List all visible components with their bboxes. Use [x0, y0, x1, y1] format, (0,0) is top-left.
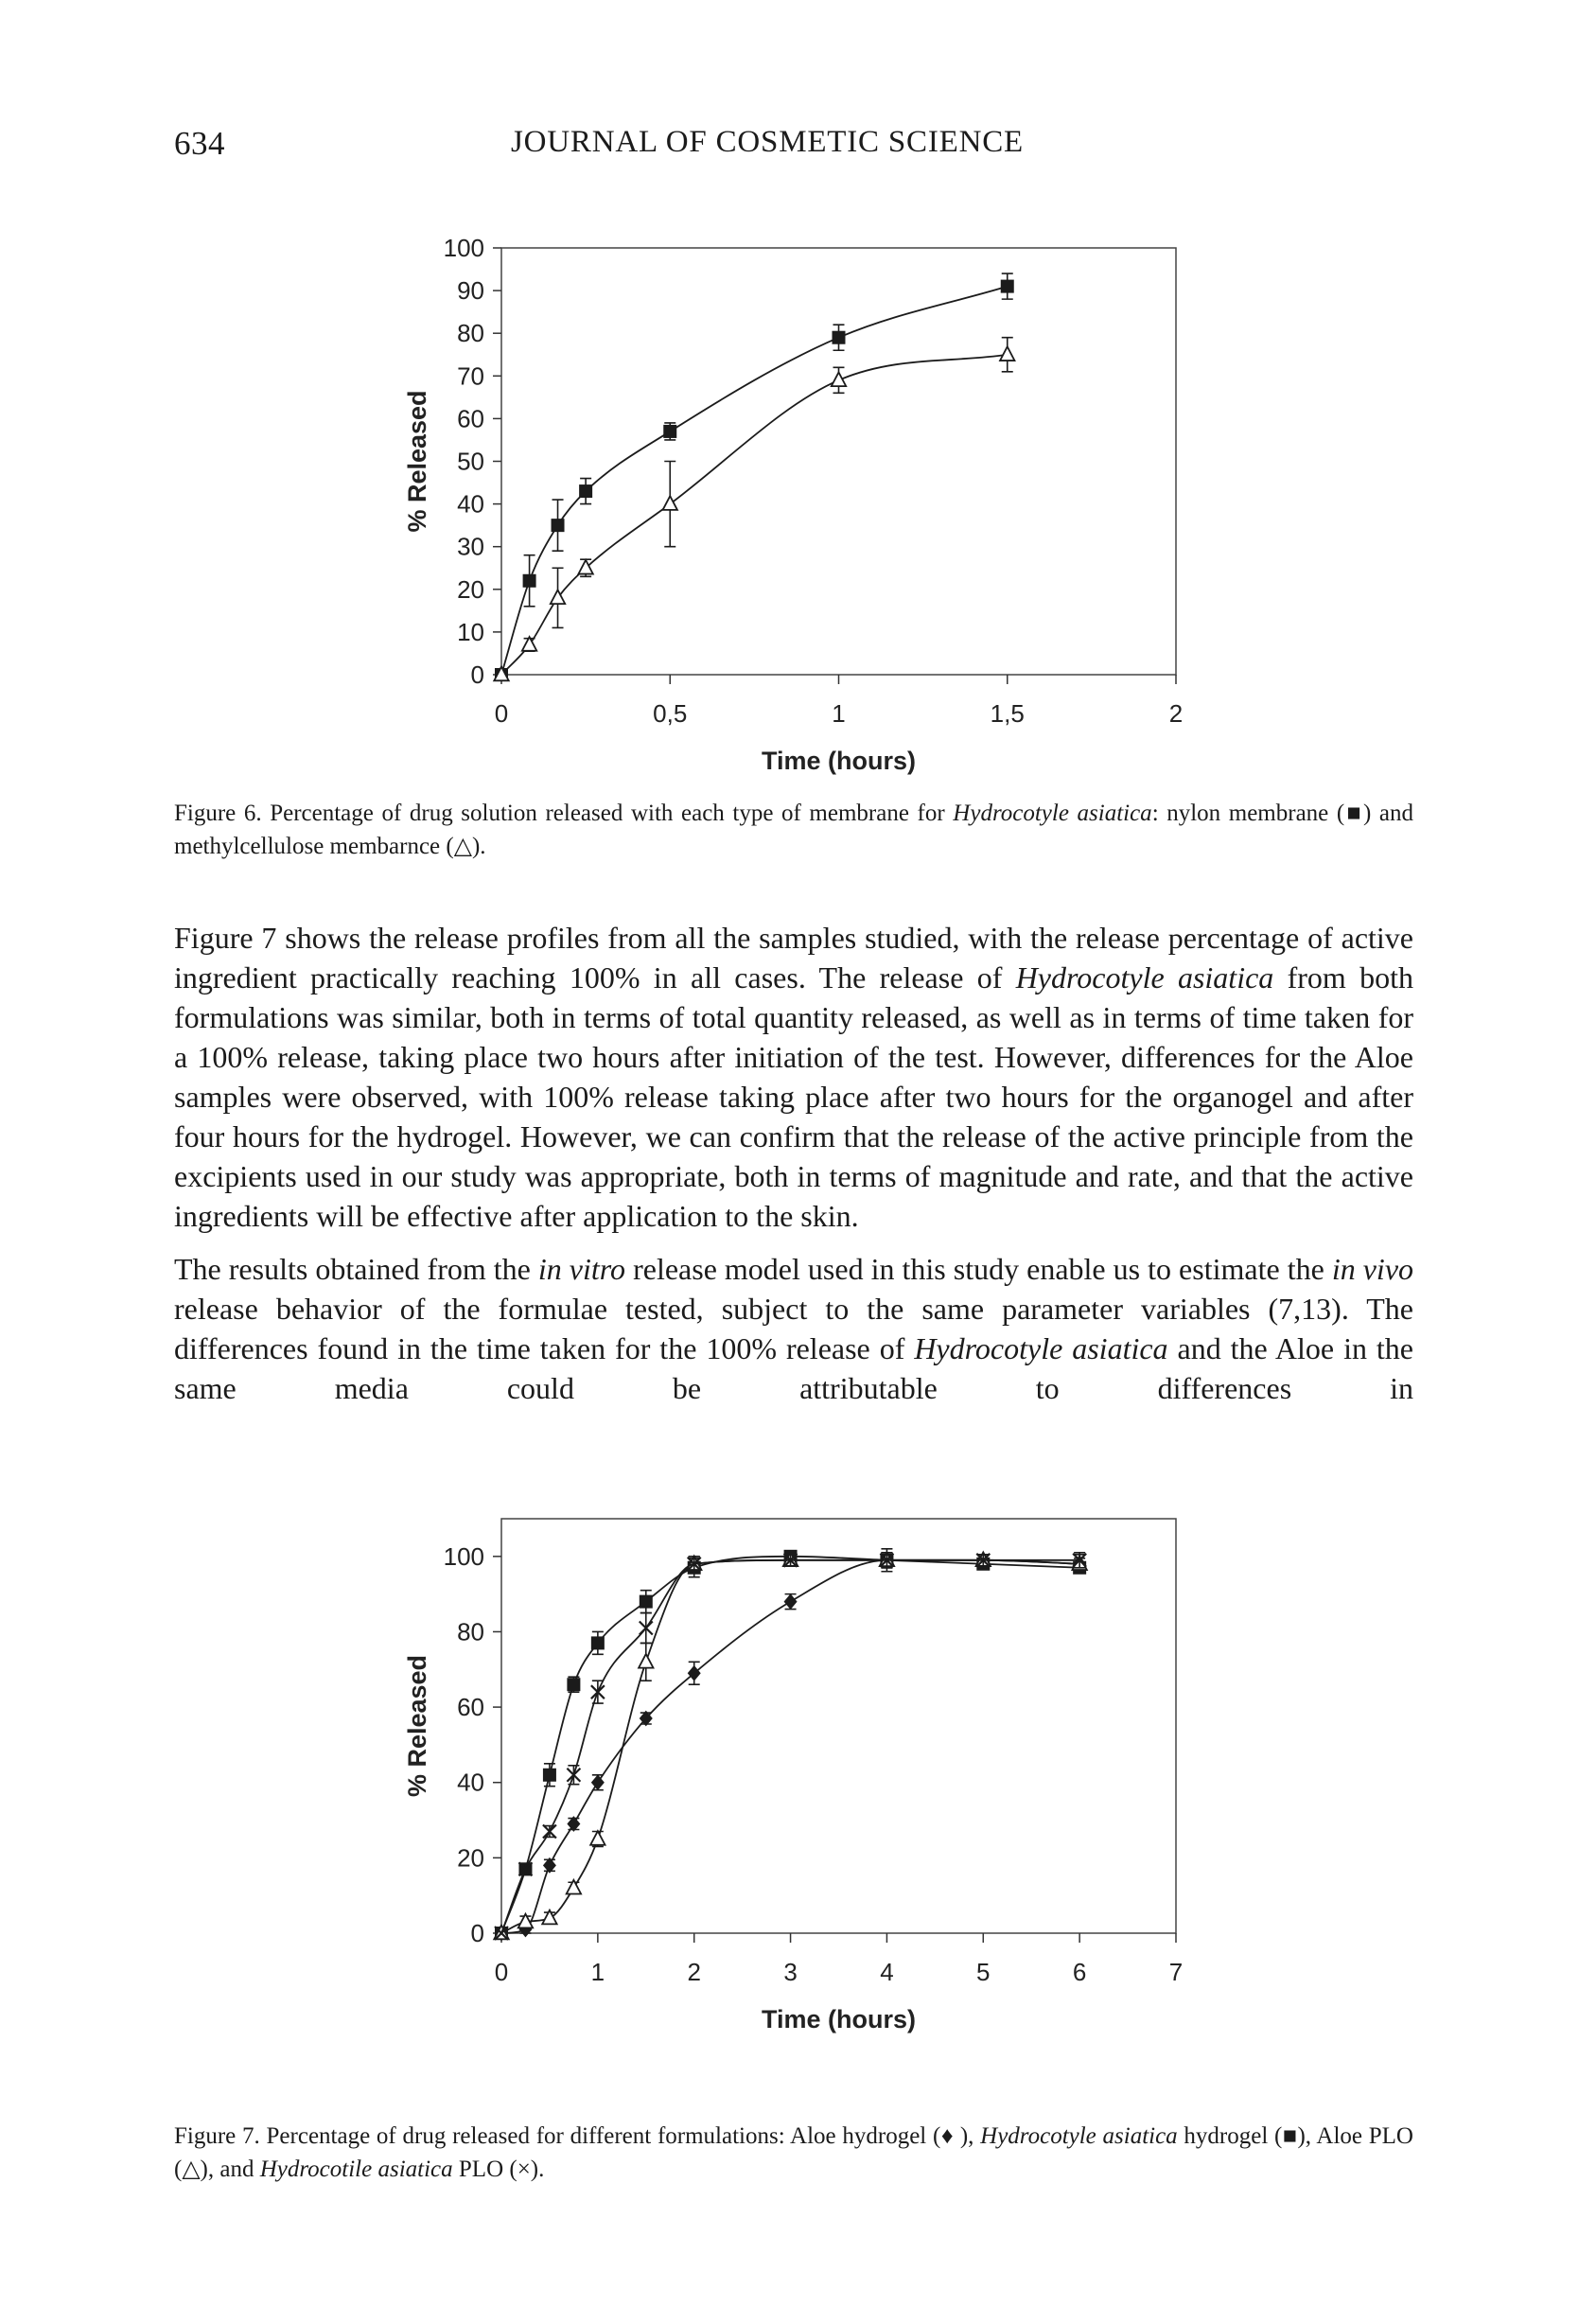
text-run: release model used in this study enable us to estimate the — [625, 1252, 1332, 1286]
italic-text: Hydrocotyle asiatica — [1015, 960, 1274, 995]
data-point — [543, 1769, 556, 1782]
figure-7-caption — [174, 2120, 1413, 2186]
y-tick-label: 50 — [457, 447, 484, 476]
data-point — [688, 1665, 701, 1681]
x-tick-label: 1 — [832, 699, 846, 728]
data-point — [567, 1678, 580, 1691]
y-tick-label: 10 — [457, 617, 484, 646]
y-tick-label: 60 — [457, 404, 484, 433]
y-tick-label: 20 — [457, 1843, 484, 1873]
journal-title: JOURNAL OF COSMETIC SCIENCE — [511, 125, 1025, 159]
y-tick-label: 0 — [470, 660, 484, 689]
figure-6-caption-label: Figure 6. — [174, 801, 262, 826]
italic-text: Hydrocotyle asiatica — [914, 1331, 1168, 1365]
italic-text: Hydrocotyle asiatica — [953, 801, 1152, 826]
page-number: 634 — [174, 125, 225, 162]
text-run: hydrogel (■), Aloe PLO (△), and — [174, 2123, 1413, 2182]
plot-frame — [501, 1519, 1176, 1933]
y-tick-label: 30 — [457, 532, 484, 561]
text-run: from both formulations was similar, both in terms of total quantity released, as well as in terms of time taken for a 100% release, taking place two hours after initiation of the test. However, differences for the Aloe samples were observed, with 100% release taking place after two hours for the organogel and after four hours for the hydrogel. However, we can confirm that the release of the active principle from the excipients used in our study was appropriate, both in terms of magnitude and rate, and that the active ingredients will be effective after application to the skin. — [174, 960, 1414, 1233]
x-tick-label: 0,5 — [653, 699, 688, 728]
y-tick-label: 100 — [443, 234, 484, 262]
y-tick-label: 70 — [457, 361, 484, 391]
x-tick-label: 1 — [590, 1958, 605, 1986]
data-point — [591, 1636, 605, 1649]
text-run: : nylon membrane (■) and methylcellulose membarnce (△). — [174, 801, 1414, 859]
text-run: Percentage of drug solution released with each type of membrane for — [261, 801, 954, 826]
figure-7-caption-text — [174, 2123, 1413, 2182]
text-run: Percentage of drug released for different formulations: Aloe hydrogel (♦ ), — [259, 2123, 981, 2149]
data-point — [639, 1654, 653, 1668]
x-tick-label: 5 — [976, 1958, 991, 1986]
x-tick-label: 3 — [783, 1958, 798, 1986]
x-tick-label: 2 — [1168, 699, 1184, 728]
y-tick-label: 100 — [443, 1541, 484, 1571]
data-point — [640, 1595, 653, 1609]
y-tick-label: 0 — [470, 1919, 484, 1947]
y-axis-title: % Released — [403, 390, 431, 533]
series-diamond — [495, 1552, 1086, 1941]
text-run: and the Aloe in the same media could be attributable to differences in — [174, 1331, 1414, 1405]
series-line — [501, 1560, 1079, 1933]
y-axis-title: % Released — [403, 1654, 431, 1798]
y-tick-label: 80 — [457, 319, 484, 348]
x-tick-label: 2 — [687, 1958, 701, 1986]
x-tick-label: 4 — [880, 1958, 894, 1986]
text-run: The results obtained from the — [174, 1252, 538, 1286]
data-point — [784, 1593, 798, 1610]
text-run: PLO (×). — [452, 2156, 545, 2182]
y-tick-label: 90 — [457, 276, 484, 306]
y-tick-label: 40 — [457, 1768, 484, 1797]
italic-text: in vitro — [537, 1252, 626, 1286]
x-tick-label: 6 — [1072, 1958, 1087, 1986]
x-tick-label: 7 — [1168, 1958, 1184, 1986]
y-tick-label: 20 — [457, 574, 484, 604]
italic-text: Hydrocotyle asiatica — [980, 2123, 1178, 2149]
figure-7-caption-label: Figure 7. — [174, 2123, 260, 2149]
y-tick-label: 40 — [457, 489, 484, 519]
series-line — [501, 1557, 1079, 1933]
x-axis-title: Time (hours) — [761, 747, 917, 775]
y-tick-label: 80 — [457, 1617, 484, 1646]
x-tick-label: 1,5 — [990, 699, 1025, 728]
text-run: Figure 7 shows the release profiles from all the samples studied, with the release percentage of active ingredient practically reaching 100% in all cases. The release of — [174, 921, 1413, 995]
italic-text: in vivo — [1331, 1252, 1414, 1286]
series-line — [501, 1560, 1079, 1933]
y-tick-label: 60 — [457, 1693, 484, 1722]
series-cross — [495, 1553, 1086, 1940]
series-line — [501, 1560, 1079, 1933]
italic-text: Hydrocotile asiatica — [259, 2156, 453, 2182]
x-axis-title: Time (hours) — [761, 2005, 917, 2033]
x-tick-label: 0 — [494, 1958, 509, 1986]
text-run: release behavior of the formulae tested, subject to the same parameter variables (7,13). The differences found in the time taken for the 100% release of — [174, 1292, 1413, 1365]
data-point — [590, 1831, 605, 1845]
x-tick-label: 0 — [494, 699, 509, 728]
